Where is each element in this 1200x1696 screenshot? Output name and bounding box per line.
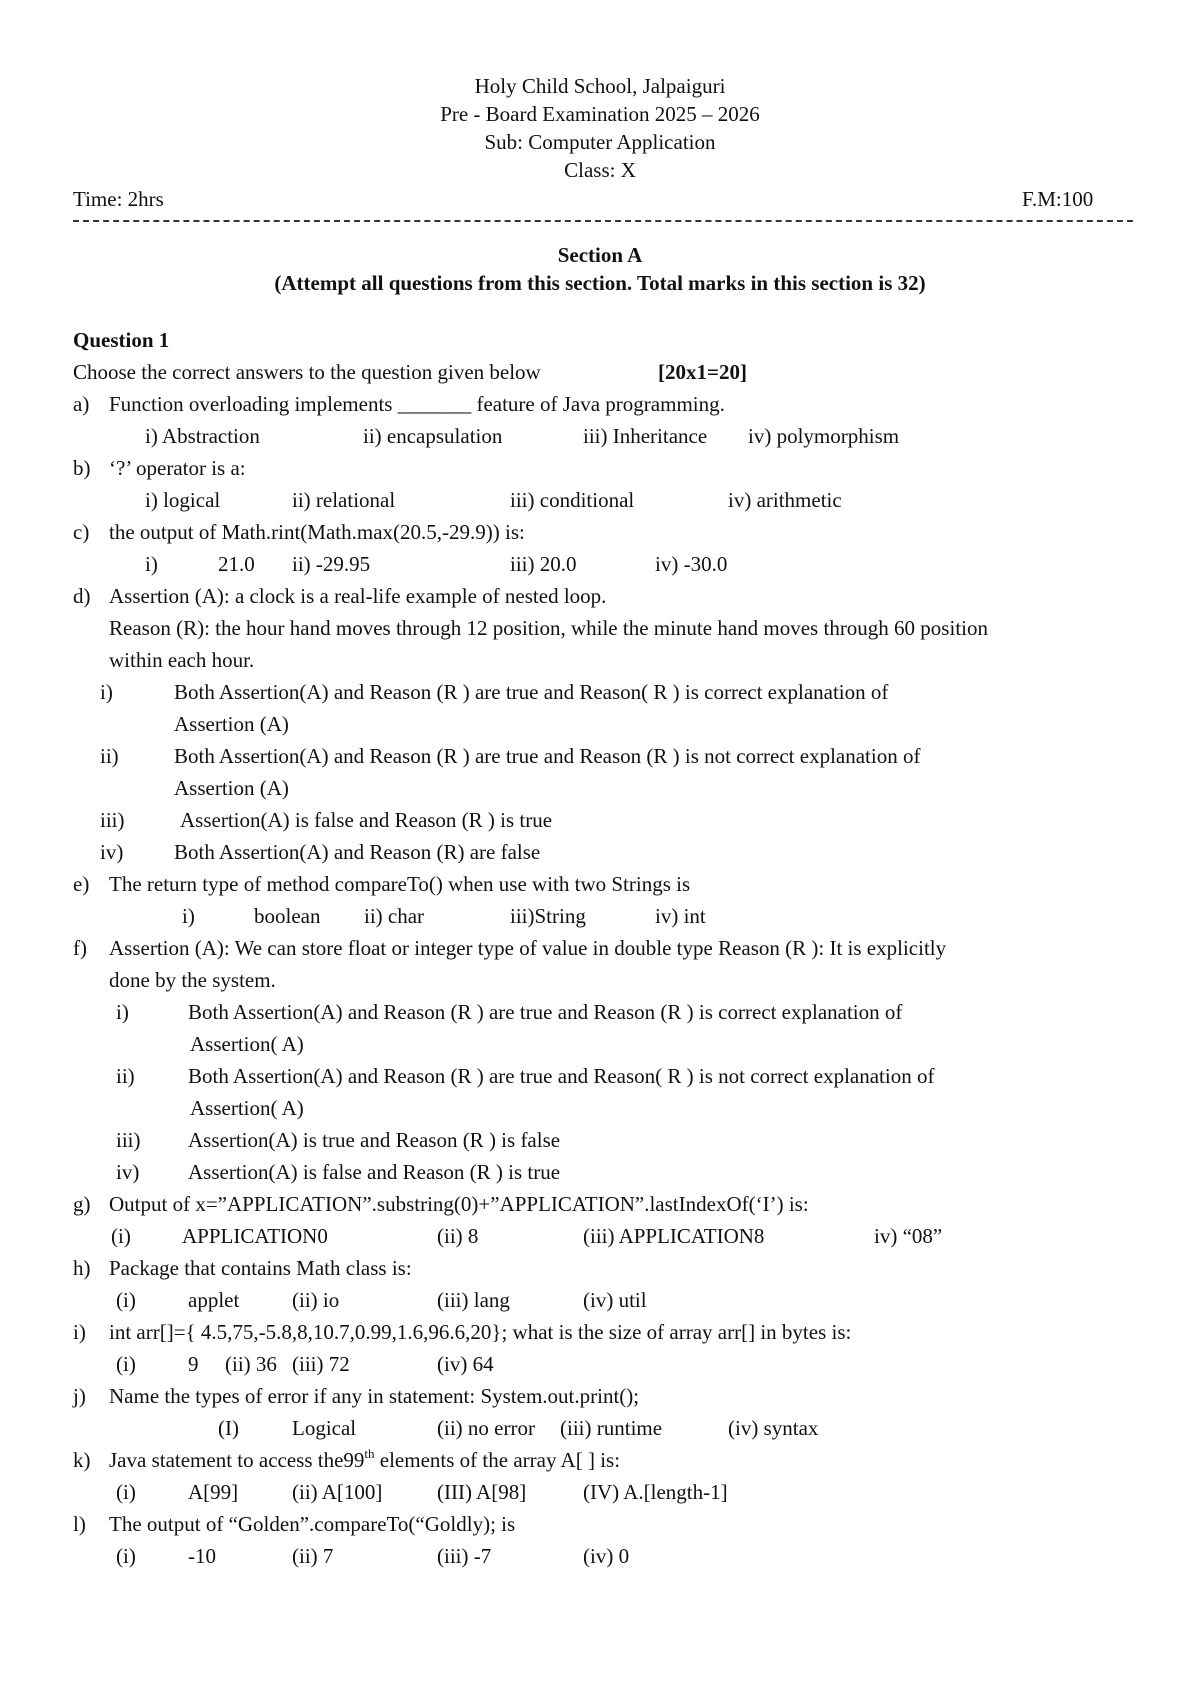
q-j-text: Name the types of error if any in statement: System.out.print(); bbox=[109, 1384, 640, 1408]
q-g-option-3: (iii) APPLICATION8 bbox=[583, 1224, 765, 1248]
full-marks: F.M:100 bbox=[1022, 187, 1094, 211]
q-b-option-4: iv) arithmetic bbox=[728, 488, 842, 512]
q-k-text: Java statement to access the99th elements of the array A[ ] is: bbox=[109, 1446, 621, 1472]
q-a-option-3: iii) Inheritance bbox=[583, 424, 708, 448]
q-h-option-3: (iii) lang bbox=[437, 1288, 510, 1312]
q-c-option-1: 21.0 bbox=[218, 552, 255, 576]
q-g-option-2: (ii) 8 bbox=[437, 1224, 479, 1248]
q-f-text-cont: done by the system. bbox=[109, 968, 276, 992]
q-d-option-2: Both Assertion(A) and Reason (R ) are true and Reason (R ) is not correct explanation of bbox=[174, 744, 921, 768]
q-a-option-2: ii) encapsulation bbox=[363, 424, 503, 448]
q-k-option-1: A[99] bbox=[188, 1480, 239, 1504]
q-a-option-4: iv) polymorphism bbox=[748, 424, 900, 448]
q-b-text: ‘?’ operator is a: bbox=[109, 456, 246, 480]
q-e-option-1: boolean bbox=[254, 904, 321, 928]
q-j-option-1: Logical bbox=[292, 1416, 357, 1440]
q-b-option-3: iii) conditional bbox=[510, 488, 635, 512]
q-l-label: l) bbox=[73, 1512, 86, 1536]
q-h-option-2: (ii) io bbox=[292, 1288, 340, 1312]
q-f-option-1: Both Assertion(A) and Reason (R ) are true and Reason (R ) is correct explanation of bbox=[188, 1000, 903, 1024]
section-instruction: (Attempt all questions from this section. Total marks in this section is 32) bbox=[274, 271, 926, 295]
q-j-option-2: (ii) no error bbox=[437, 1416, 535, 1440]
q-b-option-1: i) logical bbox=[145, 488, 221, 512]
q-h-option-4: (iv) util bbox=[583, 1288, 647, 1312]
q-d-assertion: Assertion (A): a clock is a real-life example of nested loop. bbox=[109, 584, 607, 608]
q-d-option-2-cont: Assertion (A) bbox=[174, 776, 289, 800]
q-j-option-3: (iii) runtime bbox=[560, 1416, 663, 1440]
q-f-option-4: Assertion(A) is false and Reason (R ) is true bbox=[188, 1160, 561, 1184]
q-d-option-1: Both Assertion(A) and Reason (R ) are true and Reason( R ) is correct explanation of bbox=[174, 680, 889, 704]
q-b-option-2: ii) relational bbox=[292, 488, 396, 512]
q-c-text: the output of Math.rint(Math.max(20.5,-29.9)) is: bbox=[109, 520, 525, 544]
q-f-option-1-cont: Assertion( A) bbox=[190, 1032, 304, 1056]
q-h-label: h) bbox=[73, 1256, 91, 1280]
q-d-reason-cont: within each hour. bbox=[109, 648, 255, 672]
q-c-option-3: iii) 20.0 bbox=[510, 552, 577, 576]
q-c-option-2: ii) -29.95 bbox=[292, 552, 371, 576]
q-e-option-1-num: i) bbox=[182, 904, 195, 928]
q-l-option-1: -10 bbox=[188, 1544, 216, 1568]
class-label: Class: X bbox=[564, 158, 636, 182]
q-i-option-1: 9 bbox=[188, 1352, 199, 1376]
q-b-label: b) bbox=[73, 456, 91, 480]
q-f-option-2-cont: Assertion( A) bbox=[190, 1096, 304, 1120]
question-marks: [20x1=20] bbox=[658, 360, 747, 384]
q-j-option-4: (iv) syntax bbox=[728, 1416, 819, 1440]
q-c-option-1-num: i) bbox=[145, 552, 158, 576]
q-k-option-4: (IV) A.[length-1] bbox=[583, 1480, 728, 1504]
q-i-option-2: (ii) 36 bbox=[225, 1352, 277, 1376]
question-title: Question 1 bbox=[73, 328, 170, 352]
q-g-text: Output of x=”APPLICATION”.substring(0)+”APPLICATION”.lastIndexOf(‘I’) is: bbox=[109, 1192, 809, 1216]
q-d-option-3-num: iii) bbox=[100, 808, 125, 832]
q-g-option-1: APPLICATION0 bbox=[182, 1224, 328, 1248]
q-d-option-1-cont: Assertion (A) bbox=[174, 712, 289, 736]
section-title: Section A bbox=[557, 243, 643, 267]
q-d-option-2-num: ii) bbox=[100, 744, 119, 768]
q-i-option-3: (iii) 72 bbox=[292, 1352, 350, 1376]
time-label: Time: 2hrs bbox=[73, 187, 164, 211]
exam-title: Pre - Board Examination 2025 – 2026 bbox=[440, 102, 760, 126]
q-d-option-1-num: i) bbox=[100, 680, 113, 704]
q-c-label: c) bbox=[73, 520, 90, 544]
q-h-text: Package that contains Math class is: bbox=[109, 1256, 412, 1280]
q-d-option-3: Assertion(A) is false and Reason (R ) is true bbox=[180, 808, 553, 832]
q-j-option-1-num: (I) bbox=[218, 1416, 239, 1440]
school-name: Holy Child School, Jalpaiguri bbox=[474, 74, 726, 98]
q-g-label: g) bbox=[73, 1192, 91, 1216]
q-l-option-3: (iii) -7 bbox=[437, 1544, 492, 1568]
q-e-option-2: ii) char bbox=[364, 904, 425, 928]
q-i-label: i) bbox=[73, 1320, 86, 1344]
q-f-option-1-num: i) bbox=[116, 1000, 129, 1024]
q-e-label: e) bbox=[73, 872, 90, 896]
q-h-option-1-num: (i) bbox=[116, 1288, 136, 1312]
q-i-option-4: (iv) 64 bbox=[437, 1352, 494, 1376]
q-i-text: int arr[]={ 4.5,75,-5.8,8,10.7,0.99,1.6,96.6,20}; what is the size of array arr[] in bytes is: bbox=[109, 1320, 852, 1344]
q-l-text: The output of “Golden”.compareTo(“Goldly); is bbox=[109, 1512, 516, 1536]
q-a-label: a) bbox=[73, 392, 90, 416]
q-l-option-4: (iv) 0 bbox=[583, 1544, 630, 1568]
q-k-option-1-num: (i) bbox=[116, 1480, 136, 1504]
q-f-label: f) bbox=[73, 936, 87, 960]
q-k-label: k) bbox=[73, 1448, 91, 1472]
q-f-option-4-num: iv) bbox=[116, 1160, 140, 1184]
q-j-label: j) bbox=[73, 1384, 86, 1408]
dashed-divider bbox=[73, 220, 1133, 222]
question-instruction: Choose the correct answers to the question given below bbox=[73, 360, 541, 384]
q-a-option-1: i) Abstraction bbox=[145, 424, 260, 448]
q-f-option-2: Both Assertion(A) and Reason (R ) are true and Reason( R ) is not correct explanation of bbox=[188, 1064, 935, 1088]
q-c-option-4: iv) -30.0 bbox=[655, 552, 728, 576]
q-f-option-3: Assertion(A) is true and Reason (R ) is false bbox=[188, 1128, 561, 1152]
q-g-option-4: iv) “08” bbox=[874, 1224, 943, 1248]
q-i-option-1-num: (i) bbox=[116, 1352, 136, 1376]
q-f-option-2-num: ii) bbox=[116, 1064, 135, 1088]
q-f-text: Assertion (A): We can store float or integer type of value in double type Reason (R ): It is explicitly bbox=[109, 936, 947, 960]
q-a-text: Function overloading implements _______ feature of Java programming. bbox=[109, 392, 725, 416]
q-k-option-2: (ii) A[100] bbox=[292, 1480, 383, 1504]
q-g-option-1-num: (i) bbox=[111, 1224, 131, 1248]
q-d-label: d) bbox=[73, 584, 91, 608]
q-d-reason: Reason (R): the hour hand moves through 12 position, while the minute hand moves through 60 position bbox=[109, 616, 988, 640]
q-e-option-3: iii)String bbox=[510, 904, 586, 928]
q-f-option-3-num: iii) bbox=[116, 1128, 141, 1152]
q-d-option-4-num: iv) bbox=[100, 840, 124, 864]
subject: Sub: Computer Application bbox=[484, 130, 716, 154]
q-e-text: The return type of method compareTo() when use with two Strings is bbox=[109, 872, 691, 896]
q-d-option-4: Both Assertion(A) and Reason (R) are false bbox=[174, 840, 541, 864]
q-e-option-4: iv) int bbox=[655, 904, 706, 928]
q-k-option-3: (III) A[98] bbox=[437, 1480, 527, 1504]
q-l-option-1-num: (i) bbox=[116, 1544, 136, 1568]
q-l-option-2: (ii) 7 bbox=[292, 1544, 334, 1568]
q-h-option-1: applet bbox=[188, 1288, 240, 1312]
